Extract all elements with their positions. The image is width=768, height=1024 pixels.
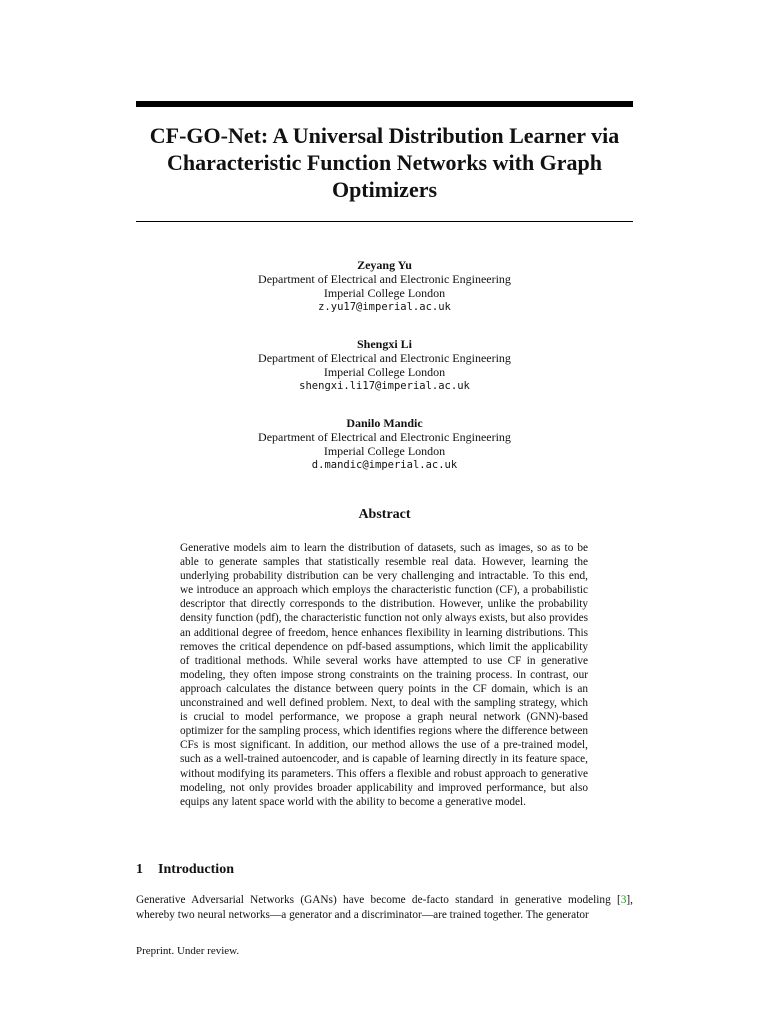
paper-title: CF-GO-Net: A Universal Distribution Learner via Characteristic Function Networks with Graph Optimizers [149, 123, 620, 202]
author-institution: Imperial College London [323, 444, 446, 458]
author-department: Department of Electrical and Electronic Engineering [258, 351, 511, 365]
preprint-footer: Preprint. Under review. [136, 945, 240, 957]
title-top-rule [136, 101, 633, 107]
author-email[interactable]: shengxi.li17@imperial.ac.uk [299, 380, 470, 392]
author-institution: Imperial College London [323, 365, 446, 379]
section-title: Introduction [158, 862, 234, 877]
author-email[interactable]: d.mandic@imperial.ac.uk [311, 459, 458, 471]
introduction-text [136, 893, 633, 922]
author-institution: Imperial College London [323, 286, 446, 300]
author-name: Danilo Mandic [346, 416, 423, 430]
abstract-text: Generative models aim to learn the distribution of datasets, such as images, so as to be able to generate samples that statistically resemble real data. However, learning the underlying probability distribution can be very challenging and intractable. To this end, we introduce an approach which employs the characteristic function (CF), a probabilistic descriptor that directly corresponds to the distribution. However, unlike the probability density function (pdf), the characteristic function not only always exists, but also provides an additional degree of freedom, hence enhances flexibility in learning distributions. This removes the critical dependence on pdf-based assumptions, which limit the applicability of traditional methods. While several works have attempted to use CF in generative modeling, they often impose strong constraints on the training process. In contrast, our approach calculates the distance between query points in the CF domain, which is an unconstrained and well defined problem. Next, to deal with the sampling strategy, which is crucial to model performance, we propose a graph neural network (GNN)-based optimizer for the sampling process, which identifies regions where the difference between CFs is most significant. In addition, our method allows the use of a pre-trained model, such as a well-trained autoencoder, and is capable of learning directly in its feature space, without modifying its parameters. This offers a flexible and robust approach to generative modeling, not only provides broader applicability and improved performance, but also equips any latent space world with the ability to become a generative model. [180, 542, 588, 808]
author-block [136, 258, 633, 314]
title-bottom-rule [136, 221, 633, 222]
abstract-heading: Abstract [358, 507, 411, 522]
author-block [136, 416, 633, 472]
intro-text-part: ], whereby two neural networks—a generator and a discriminator—are trained together. The generator [136, 894, 633, 921]
author-block [136, 337, 633, 393]
author-name: Zeyang Yu [357, 258, 412, 272]
author-department: Department of Electrical and Electronic Engineering [258, 430, 511, 444]
author-name: Shengxi Li [356, 337, 413, 351]
author-email[interactable]: z.yu17@imperial.ac.uk [318, 301, 451, 313]
intro-text-part: Generative Adversarial Networks (GANs) have become de-facto standard in generative modeling [ [136, 894, 621, 906]
section-number: 1 [136, 862, 143, 877]
author-department: Department of Electrical and Electronic Engineering [258, 272, 511, 286]
section-heading [136, 862, 633, 878]
citation-link[interactable]: 3 [620, 894, 627, 906]
